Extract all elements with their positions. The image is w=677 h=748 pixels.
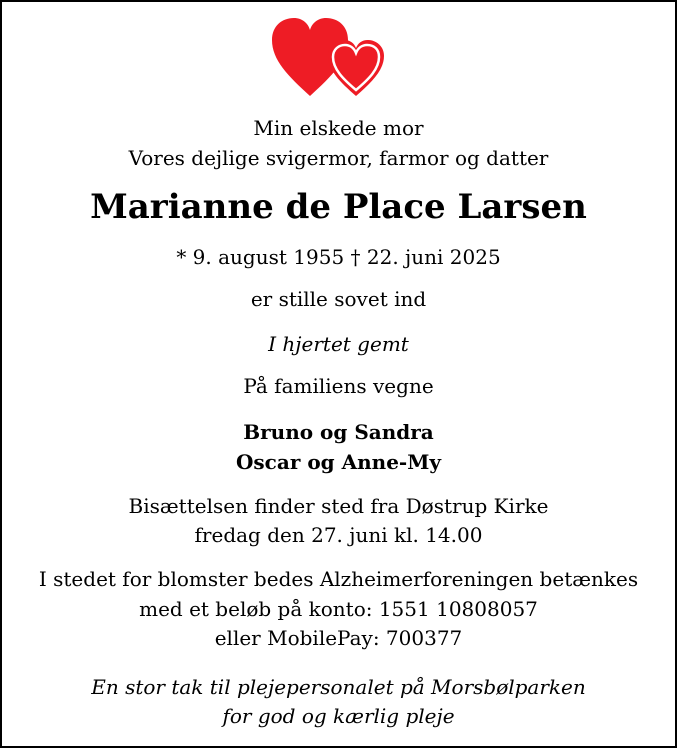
deceased-name: Marianne de Place Larsen: [90, 187, 587, 227]
remembered-text: I hjertet gemt: [268, 332, 409, 356]
thanks-line-2: for god og kærlig pleje: [222, 704, 455, 728]
family-line-2: Oscar og Anne-My: [236, 450, 441, 474]
thanks-line-1: En stor tak til plejepersonalet på Morsbølparken: [91, 675, 586, 699]
family-line-1: Bruno og Sandra: [243, 420, 434, 444]
funeral-line-2: fredag den 27. juni kl. 14.00: [194, 523, 483, 547]
donation-line-3: eller MobilePay: 700377: [214, 626, 463, 650]
intro-line-1: Min elskede mor: [253, 116, 424, 140]
funeral-line-1: Bisættelsen finder sted fra Døstrup Kirke: [128, 494, 549, 518]
donation-line-2: med et beløb på konto: 1551 10808057: [139, 597, 538, 621]
intro-line-2: Vores dejlige svigermor, farmor og datter: [128, 146, 549, 170]
donation-line-1: I stedet for blomster bedes Alzheimerforeningen betænkes: [38, 567, 639, 591]
on-behalf-text: På familiens vegne: [243, 374, 434, 398]
double-hearts-icon: [270, 16, 406, 100]
life-dates: * 9. august 1955 † 22. juni 2025: [176, 245, 501, 269]
passed-text: er stille sovet ind: [250, 287, 427, 311]
